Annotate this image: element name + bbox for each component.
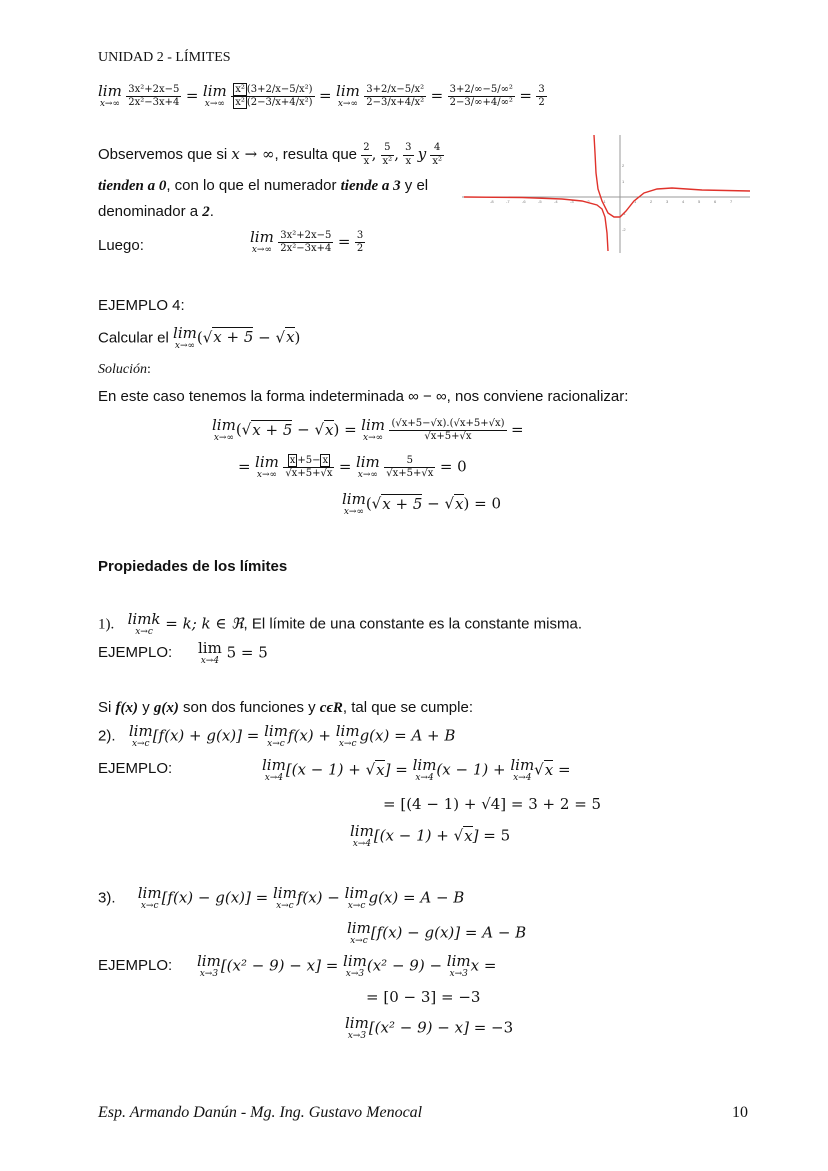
y-tick-label: -1 (622, 211, 626, 216)
unit-header: UNIDAD 2 - LÍMITES (98, 50, 231, 65)
x-tick-label: -1 (602, 199, 606, 204)
footer-authors: Esp. Armando Danún - Mg. Ing. Gustavo Menocal (98, 1104, 423, 1121)
solucion-label: Solución: (98, 362, 151, 377)
property-3-example-label: EJEMPLO: (98, 957, 173, 974)
observation-line1: Observemos que si x → ∞, resulta que $\frac{2}{x}$ , $\frac{5}{\text{x²}}$ , $\frac{3}{x}$ y $\frac{4}{\text{x²}}$ (98, 142, 442, 167)
property-3-example-result: lim x→3 [(x² − 9) − x] = −3 (345, 1014, 514, 1041)
example4-title: EJEMPLO 4: (98, 297, 185, 314)
rationalize-step1: lim x→∞ (√x + 5 − √x) = lim x→∞ $\frac{(√x+5-√x).(√x+5+√x)}{√x+5+√x}$ = (212, 416, 524, 443)
y-tick-label: 1 (622, 179, 625, 184)
x-tick-label: 3 (666, 199, 669, 204)
property-2: 2). lim x→c [f(x) + g(x)] = lim x→c f(x) + lim x→c g(x) = A + B (98, 722, 456, 749)
page-number: 10 (732, 1104, 748, 1121)
property-2-example-label: EJEMPLO: (98, 760, 173, 777)
property-1-example-label: EJEMPLO: (98, 644, 173, 661)
x-tick-label: 5 (698, 199, 701, 204)
luego-equation: lim x→∞ $\frac{\text{3x²+2x−5}}{\text{2x²−3x+4}}$ = $\frac{3}{2}$ (250, 228, 364, 255)
example4-result: lim x→∞ (√x + 5 − √x) = 0 (342, 490, 502, 517)
luego-label: Luego: (98, 237, 144, 254)
property-3: 3). lim x→c [f(x) − g(x)] = lim x→c f(x) − lim x→c g(x) = A − B (98, 884, 465, 911)
x-tick-label: 4 (682, 199, 685, 204)
x-tick-label: -3 (570, 199, 574, 204)
properties-heading: Propiedades de los límites (98, 558, 288, 575)
x-tick-label: 6 (714, 199, 717, 204)
property-1-example: lim x→4 5 = 5 (198, 639, 268, 666)
property-2-example-line2: = [(4 − 1) + √4] = 3 + 2 = 5 (383, 795, 602, 813)
property-3-example-line1: lim x→3 [(x² − 9) − x] = lim x→3 (x² − 9) − lim x→3 x = (197, 952, 497, 979)
property-3-example-line2: = [0 − 3] = −3 (366, 988, 481, 1006)
y-tick-label: 2 (622, 163, 625, 168)
example4-statement: Calcular el lim x→∞ (√x + 5 − √x) (98, 324, 301, 351)
example4-intro: En este caso tenemos la forma indeterminada ∞ − ∞, nos conviene racionalizar: (98, 388, 629, 405)
observation-line2: tienden a 0, con lo que el numerador tiende a 3 y el (98, 177, 429, 194)
property-3-restated: lim x→c [f(x) − g(x)] = A − B (347, 919, 527, 946)
x-tick-label: -7 (506, 199, 510, 204)
property-2-example-result: lim x→4 [(x − 1) + √x] = 5 (350, 822, 511, 849)
function-graph (462, 133, 752, 255)
x-tick-label: 7 (730, 199, 733, 204)
x-tick-label: -6 (522, 199, 526, 204)
rationalize-step2: = lim x→∞ $\frac{x +5- x}{√x+5+√x}$ = lim x→∞ $\frac{5}{√x+5+√x}$ = 0 (238, 453, 467, 480)
x-tick-label: 1 (634, 199, 637, 204)
y-tick-label: -2 (622, 227, 626, 232)
curve-right-branch (594, 135, 750, 217)
functions-intro: Si f(x) y g(x) son dos funciones y cϵR, tal que se cumple: (98, 699, 473, 716)
x-tick-label: -4 (554, 199, 558, 204)
observation-line3: denominador a 2. (98, 203, 214, 220)
property-1: 1). limk x→c = k; k ∈ ℜ, El límite de una constante es la constante misma. (98, 610, 582, 637)
x-tick-label: -2 (586, 199, 590, 204)
curve-left-branch (464, 197, 608, 251)
x-tick-label: -5 (538, 199, 542, 204)
property-2-example-line1: lim x→4 [(x − 1) + √x] = lim x→4 (x − 1) + lim x→4 √x = (262, 756, 571, 783)
x-tick-label: -8 (490, 199, 494, 204)
example3-equation: lim x→∞ $\frac{\text{3x²+2x−5}}{\text{2x²−3x+4}}$ = lim x→∞ $\frac{\text{x² (3+2/x−5/x²)}}{\text{x² (2−3/x+4/x²)}}$ = lim x→∞ $\frac{\text{3+2/x−5/x²}}{\text{2−3/x+4/x²}}$ = $\frac{\text{3+2/∞−5/∞²}}{\text{2−3/∞+4/∞²}}$ = $\frac{3}{2}$ (98, 82, 545, 109)
x-tick-label: 2 (650, 199, 653, 204)
